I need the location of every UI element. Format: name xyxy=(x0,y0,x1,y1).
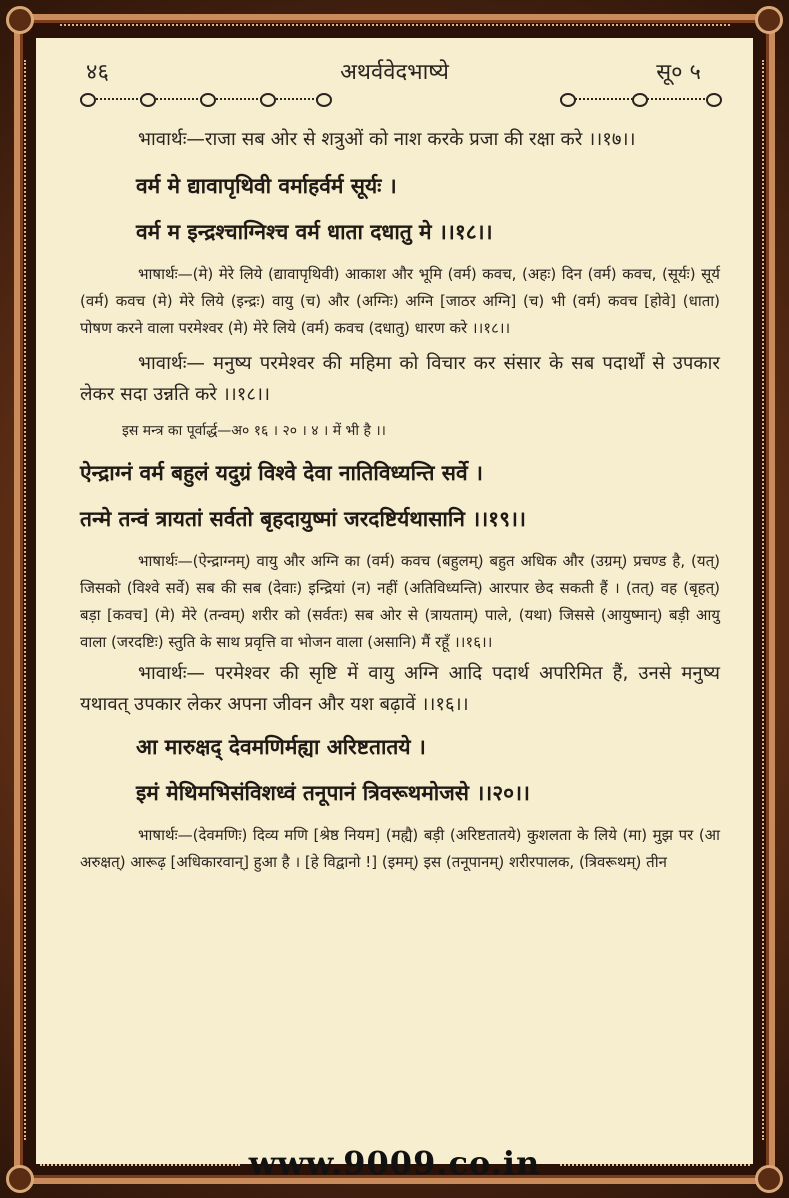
website-url[interactable]: www.9009.co.in xyxy=(248,1144,541,1182)
translation-paragraph: भाषार्थः—(ऐन्द्राग्नम्) वायु और अग्नि का (वर्म) कवच (बहुलम्) बहुत अधिक और (उग्रम्) प्रचण्ड है, (यत्) जिसको (विश्वे सर्वे) सब की सब (देवाः) इन्द्रियां (न) नहीं (अतिविध्यन्ति) आरपार छेद सकती हैं । (तत्) वह (बृहत्) बड़ा [कवच] (मे) मेरे (तन्वम्) शरीर को (सर्वतः) सब ओर से (त्रायताम्) पाले, (यथा) जिससे (आयुष्मान्) बड़ी आयु वाला (जरदष्टिः) स्तुति के साथ प्रवृत्ति वा भोजन वाला (असानि) मैं रहूँ ।।१६।। xyxy=(80,552,720,651)
verse-line: वर्म मे द्यावापृथिवी वर्माहर्वर्म सूर्यः । xyxy=(136,173,397,198)
verse-line: इमं मेथिमभिसंविशध्वं तनूपानं त्रिवरूथमोजसे ।।२०।। xyxy=(136,780,530,805)
corner-ornament-icon xyxy=(6,6,34,34)
corner-ornament-icon xyxy=(755,6,783,34)
border-swirl-right xyxy=(762,60,774,1140)
page-header xyxy=(36,56,753,90)
page-body xyxy=(80,124,720,876)
page-number: ४६ xyxy=(86,60,109,85)
commentary-paragraph: भावार्थः—राजा सब ओर से शत्रुओं को नाश करके प्रजा की रक्षा करे ।।१७।। xyxy=(138,129,636,150)
verse-line: वर्म म इन्द्रश्चाग्निश्च वर्म धाता दधातु मे ।।१८।। xyxy=(136,219,493,244)
verse-line: तन्मे तन्वं त्रायतां सर्वतो बृहदायुष्मां जरदष्टिर्यथासानि ।।१९।। xyxy=(80,506,526,531)
border-swirl-top xyxy=(60,24,730,36)
section-label: सू० ५ xyxy=(656,60,701,85)
commentary-paragraph: भावार्थः— परमेश्वर की सृष्टि में वायु अग्नि आदि पदार्थ अपरिमित हैं, उनसे मनुष्य यथावत् उपकार लेकर अपना जीवन और यश बढ़ावें ।।१६।। xyxy=(80,663,720,715)
border-swirl-left xyxy=(24,60,36,1140)
translation-paragraph: भाषार्थः—(मे) मेरे लिये (द्यावापृथिवी) आकाश और भूमि (वर्म) कवच, (अहः) दिन (वर्म) कवच, (सूर्यः) सूर्य (वर्म) कवच (मे) मेरे लिये (इन्द्रः) वायु (च) और (अग्निः) अग्नि [जाठर अग्नि] (च) भी (वर्म) कवच [होवे] (धाता) पोषण करने वाला परमेश्वर (मे) मेरे लिये (वर्म) कवच (दधातु) धारण करे ।।१८।। xyxy=(80,265,720,337)
page-title: अथर्ववेदभाष्ये xyxy=(340,60,449,85)
header-ornament-right xyxy=(560,92,720,106)
header-ornament-left xyxy=(80,92,330,106)
site-footer xyxy=(0,1134,789,1198)
verse-line: ऐन्द्राग्नं वर्म बहुलं यदुग्रं विश्वे देवा नातिविध्यन्ति सर्वे । xyxy=(80,460,483,485)
reference-note: इस मन्त्र का पूर्वार्द्ध—अ० १६ । २० । ४ । में भी है ।। xyxy=(122,423,386,439)
translation-paragraph: भाषार्थः—(देवमणिः) दिव्य मणि [श्रेष्ठ नियम] (मह्यै) बड़ी (अरिष्टतातये) कुशलता के लिये (मा) मुझ पर (आ अरुक्षत्) आरूढ़ [अधिकारवान्] हुआ है । [हे विद्वानो !] (इमम्) इस (तनूपानम्) शरीरपालक, (त्रिवरूथम्) तीन xyxy=(80,826,720,871)
commentary-paragraph: भावार्थः— मनुष्य परमेश्वर की महिमा को विचार कर संसार के सब पदार्थों से उपकार लेकर सदा उन्नति करे ।।१८।। xyxy=(80,353,720,405)
verse-line: आ मारुक्षद् देवमणिर्मह्या अरिष्टतातये । xyxy=(136,734,426,759)
book-page xyxy=(36,38,753,1164)
